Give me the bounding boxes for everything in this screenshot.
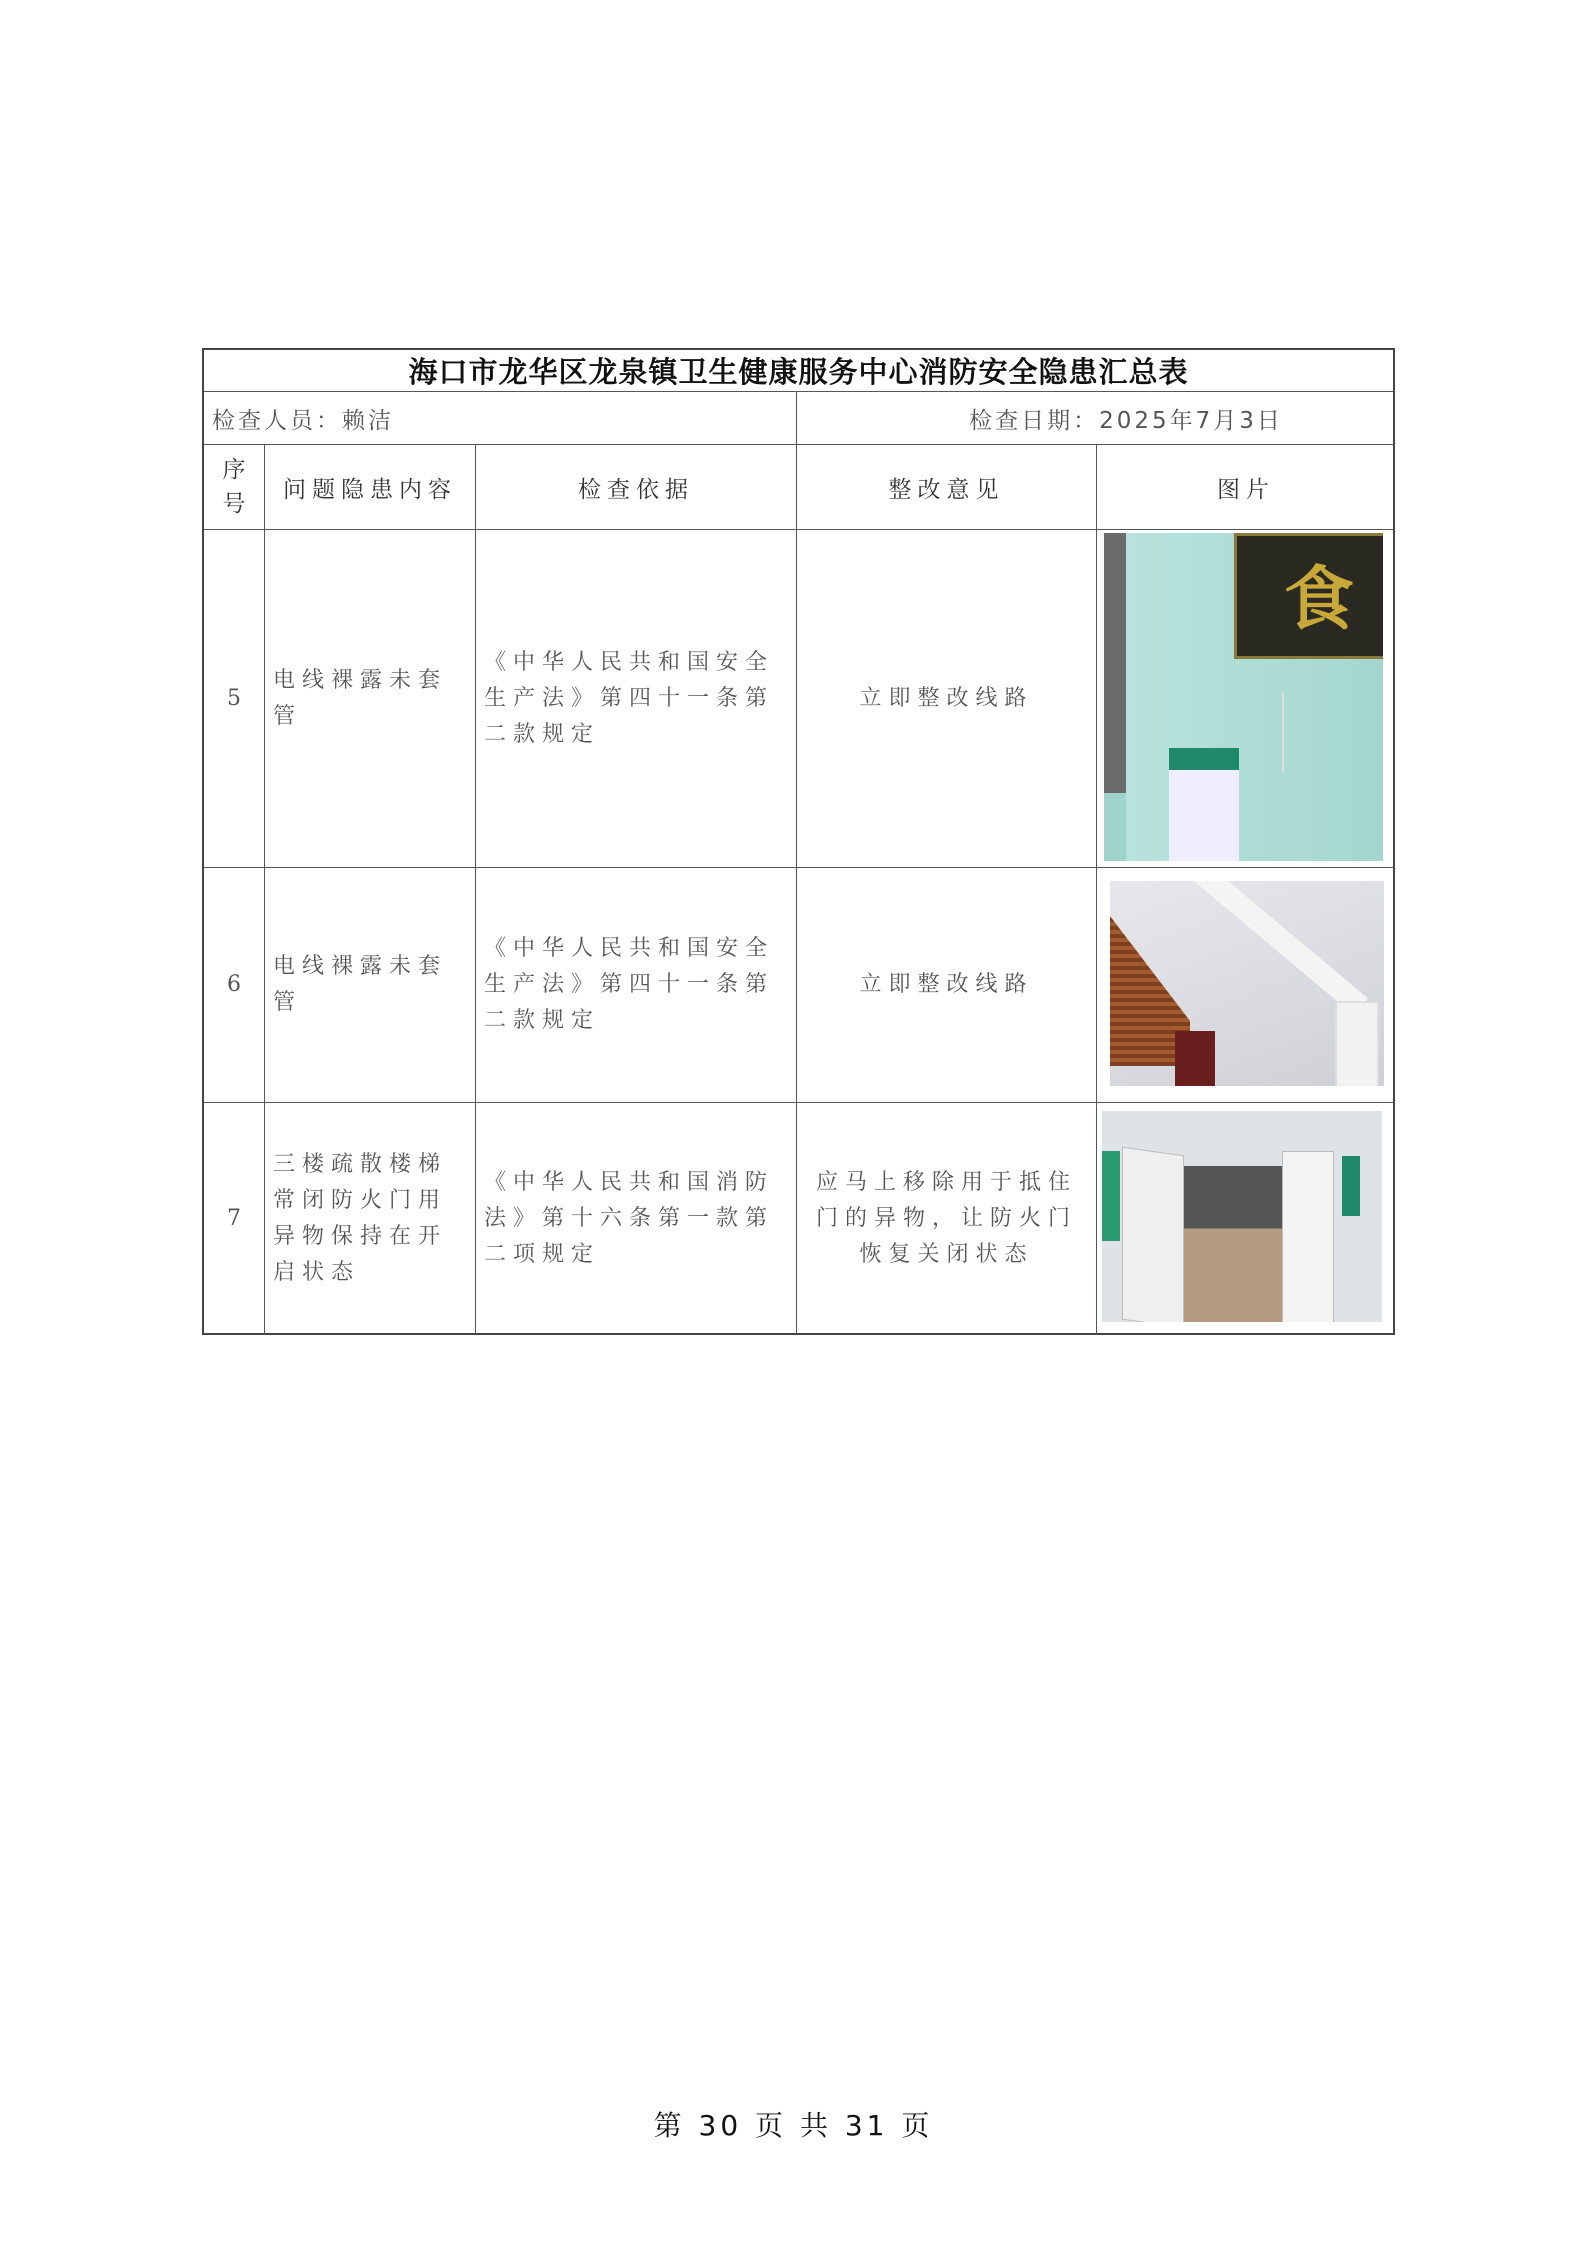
row-issue: 电线裸露未套管 <box>265 530 476 868</box>
photo-fire-door-propped-open <box>1102 1111 1382 1322</box>
row-basis: 《中华人民共和国消防法》第十六条第一款第二项规定 <box>476 1103 797 1335</box>
header-no: 序号 <box>204 445 265 530</box>
hazard-summary-table <box>202 348 1395 1335</box>
row-number: 7 <box>204 1103 265 1335</box>
row-issue: 三楼疏散楼梯常闭防火门用异物保持在开启状态 <box>265 1103 476 1335</box>
row-photo-cell <box>1097 868 1395 1103</box>
row-photo-cell <box>1097 530 1395 868</box>
row-number: 6 <box>204 868 265 1103</box>
header-photo: 图片 <box>1097 445 1395 530</box>
row-issue: 电线裸露未套管 <box>265 868 476 1103</box>
row-advice: 立即整改线路 <box>797 530 1097 868</box>
photo-exposed-wire-ceiling <box>1110 881 1384 1086</box>
photo-exposed-wire-sign: 食 <box>1104 533 1383 861</box>
row-basis: 《中华人民共和国安全生产法》第四十一条第二款规定 <box>476 530 797 868</box>
header-issue: 问题隐患内容 <box>265 445 476 530</box>
page-number: 第 30 页 共 31 页 <box>653 2109 934 2142</box>
table-title: 海口市龙华区龙泉镇卫生健康服务中心消防安全隐患汇总表 <box>204 350 1393 392</box>
row-photo-cell <box>1097 1103 1395 1335</box>
header-basis: 检查依据 <box>476 445 797 530</box>
inspection-date: 检查日期：2025年7月3日 <box>797 392 1395 445</box>
row-advice: 应马上移除用于抵住门的异物，让防火门恢复关闭状态 <box>797 1103 1097 1335</box>
row-basis: 《中华人民共和国安全生产法》第四十一条第二款规定 <box>476 868 797 1103</box>
inspector: 检查人员：赖洁 <box>204 392 797 445</box>
row-number: 5 <box>204 530 265 868</box>
header-advice: 整改意见 <box>797 445 1097 530</box>
row-advice: 立即整改线路 <box>797 868 1097 1103</box>
